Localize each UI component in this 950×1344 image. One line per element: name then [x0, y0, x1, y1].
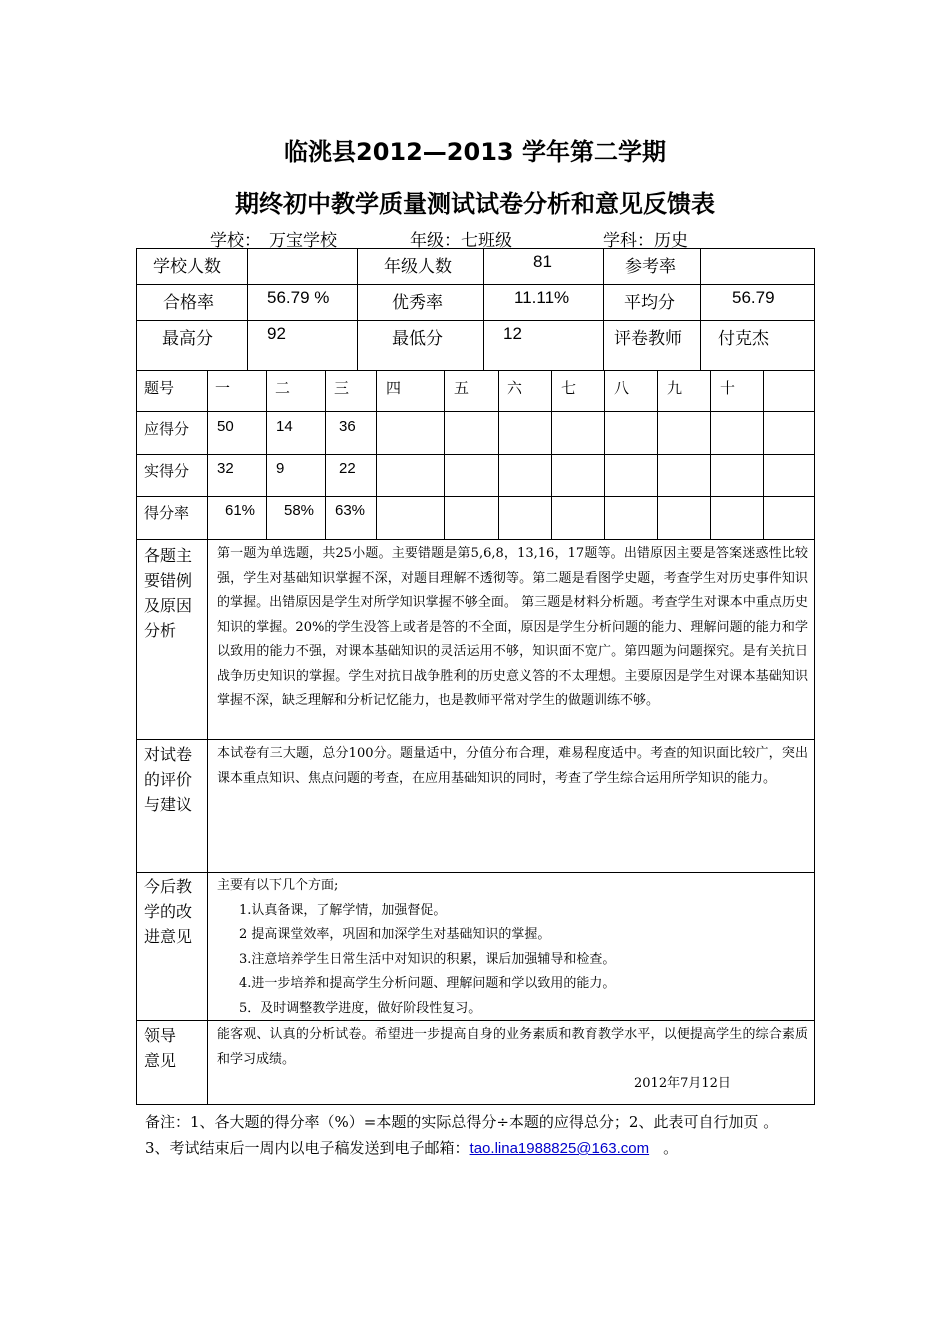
score-rate-label: 得分率: [144, 504, 190, 522]
question-header: 三: [334, 379, 350, 397]
excellent-rate-label: 优秀率: [392, 293, 443, 313]
grader-label: 评卷教师: [614, 329, 682, 349]
question-header: 六: [507, 379, 523, 397]
footer-note-line1: 备注：1、各大题的得分率（%）=本题的实际总得分÷本题的应得总分；2、此表可自行加页 。: [145, 1113, 779, 1131]
improvement-item: 3.注意培养学生日常生活中对知识的积累，课后加强辅导和检查。: [239, 951, 616, 967]
footer-line2-prefix: 3、考试结束后一周内以电子稿发送到电子邮箱：: [145, 1139, 470, 1157]
improvement-item: 4.进一步培养和提高学生分析问题、理解问题和学以致用的能力。: [239, 976, 616, 991]
expected-score: 14: [276, 418, 293, 435]
grade-count-label: 年级人数: [384, 257, 452, 277]
expected-score: 50: [217, 418, 234, 435]
school-count-label: 学校人数: [153, 257, 221, 277]
errors-analysis-text: 第一题为单选题，共25小题。主要错题是第5,6,8，13,16，17题等。出错原因主要是答案迷惑性比较强，学生对基础知识掌握不深，对题目理解不透彻等。第二题是看图学史题，考查学生对历史事件知识的掌握。出错原因是学生对所学知识掌握不够全面。 第三题是材料分析题。考查学生对课本中重点历史知识的掌握。20%的学生没答上或者是答的不全面，原因是学生分析问题的能力、理解问题的能力和学以致用的能力不强，对课本基础知识的灵活运用不够，知识面不宽广。第四题为问题探究。是有关抗日战争历史知识的掌握。学生对抗日战争胜利的历史意义答的不太理想。主要原因是学生对课本基础知识掌握不深，缺乏理解和分析记忆能力，也是教师平常对学生的做题训练不够。: [217, 546, 808, 708]
grader-value: 付克杰: [718, 329, 769, 349]
pass-rate-value: 56.79 %: [267, 288, 330, 307]
leader-date: 2012年7月12日: [634, 1076, 731, 1091]
score-rate: 58%: [284, 502, 315, 519]
expected-score: 36: [339, 418, 356, 435]
school-value: 万宝学校: [269, 231, 337, 251]
evaluation-label: 对试卷 的评价 与建议: [144, 745, 193, 814]
excellent-rate-value: 11.11%: [514, 288, 570, 307]
max-score-label: 最高分: [162, 329, 213, 349]
footer-line2-suffix: 。: [663, 1139, 679, 1157]
improvement-intro: 主要有以下几个方面;: [217, 878, 339, 893]
school-label: 学校：: [210, 231, 261, 251]
grade-value: 七班级: [461, 231, 512, 251]
question-header: 七: [561, 379, 577, 397]
leader-text: 能客观、认真的分析试卷。希望进一步提高自身的业务素质和教育教学水平，以便提高学生的综合素质和学习成绩。: [217, 1027, 808, 1067]
improvement-label: 今后教 学的改 进意见: [144, 877, 193, 946]
score-rate: 63%: [335, 502, 366, 519]
min-score-label: 最低分: [392, 329, 443, 349]
leader-label: 领导 意见: [144, 1026, 177, 1070]
improvement-item: 1.认真备课，了解学情，加强督促。: [239, 902, 447, 918]
question-header: 九: [667, 379, 683, 397]
expected-score-label: 应得分: [144, 420, 190, 438]
errors-label: 各题主 要错例 及原因 分析: [144, 546, 193, 640]
question-number-label: 题号: [144, 379, 175, 397]
footer-note-line2: [145, 1137, 678, 1158]
average-value: 56.79: [732, 288, 775, 307]
participation-label: 参考率: [625, 257, 676, 277]
improvement-item: 2 提高课堂效率，巩固和加深学生对基础知识的掌握。: [239, 927, 551, 942]
title-line2: 期终初中教学质量测试试卷分析和意见反馈表: [235, 190, 715, 218]
email-link[interactable]: tao.lina1988825@163.com: [469, 1140, 650, 1157]
pass-rate-label: 合格率: [163, 293, 214, 313]
grade-label: 年级：: [410, 231, 461, 251]
question-header: 一: [215, 379, 231, 397]
min-score-value: 12: [503, 324, 522, 343]
evaluation-text: 本试卷有三大题，总分100分。题量适中，分值分布合理，难易程度适中。考查的知识面比较广，突出课本重点知识、焦点问题的考查，在应用基础知识的同时，考查了学生综合运用所学知识的能力。: [217, 746, 808, 786]
grade-count-value: 81: [533, 252, 552, 271]
question-header: 四: [386, 379, 402, 397]
improvement-list: [217, 874, 808, 1021]
average-label: 平均分: [624, 293, 675, 313]
score-rate: 61%: [225, 502, 256, 519]
actual-score-label: 实得分: [144, 462, 190, 480]
improvement-item: 5．及时调整教学进度，做好阶段性复习。: [239, 1000, 482, 1016]
subject-value: 历史: [654, 231, 688, 251]
question-header: 十: [720, 379, 736, 397]
subject-label: 学科：: [603, 231, 654, 251]
actual-score: 9: [276, 460, 285, 477]
question-header: 五: [454, 379, 470, 397]
question-header: 二: [275, 379, 291, 397]
question-header: 八: [614, 379, 630, 397]
actual-score: 32: [217, 460, 234, 477]
actual-score: 22: [339, 460, 356, 477]
max-score-value: 92: [267, 324, 286, 343]
title-line1: 临洮县2012—2013 学年第二学期: [284, 138, 666, 166]
